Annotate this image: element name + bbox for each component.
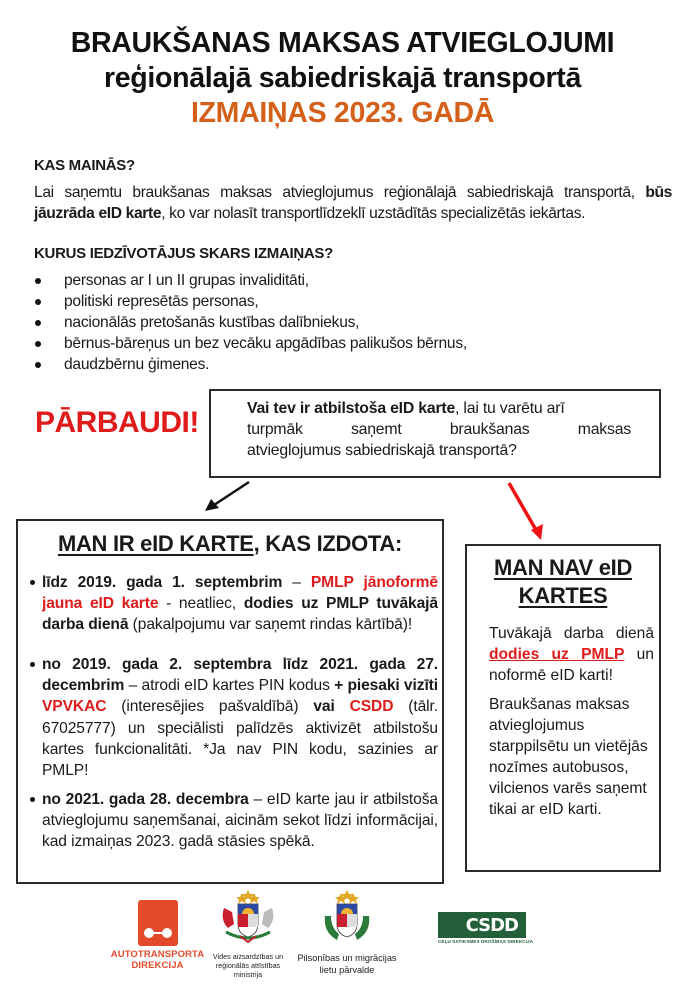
list-item-text: bērnus-bāreņus un bez vecāku apgādības palikušos bērnus, bbox=[64, 335, 467, 352]
bullet-icon bbox=[30, 797, 35, 802]
go-to-pmlp-link[interactable]: dodies uz PMLP bbox=[489, 646, 625, 663]
intro-text-end: , ko var nolasīt transportlīdzeklī uzstādītās specializētās iekārtas. bbox=[161, 205, 586, 222]
have-card-item bbox=[28, 789, 438, 853]
no-card-title bbox=[467, 554, 659, 610]
csdd-mark-text: CSDD bbox=[465, 915, 518, 936]
varam-name-3: ministrija bbox=[233, 970, 263, 979]
list-item-text: nacionālās pretošanās kustības dalībniekus, bbox=[64, 314, 360, 331]
question-text bbox=[247, 398, 631, 461]
have-card-title-rest: , KAS IZDOTA: bbox=[253, 531, 403, 556]
no-card-text: un noformē eID karti! bbox=[489, 646, 654, 684]
bullet-icon bbox=[35, 278, 41, 284]
list-item bbox=[34, 291, 467, 312]
no-card-title-line-2: KARTES bbox=[518, 583, 608, 608]
item-highlight: PMLP jānoformē jauna eID karte bbox=[42, 574, 438, 613]
item-text: (pakalpojumu var saņemt rindas kārtībā)! bbox=[128, 616, 413, 634]
have-card-item bbox=[28, 654, 438, 781]
logos-footer bbox=[0, 890, 685, 990]
pmlp-name-1: Pilsonības un migrācijas bbox=[297, 953, 397, 963]
item-bold: dodies uz PMLP tuvākajā darba dienā bbox=[42, 595, 438, 634]
bullet-icon bbox=[35, 362, 41, 368]
have-card-item bbox=[28, 572, 438, 636]
title-line-2: reģionālajā sabiedriskajā transportā bbox=[103, 62, 582, 94]
item-bold: + piesaki vizīti bbox=[334, 677, 438, 695]
item-text: - neatliec, bbox=[158, 595, 244, 613]
item-date: no 2021. gada 28. decembra bbox=[42, 791, 249, 808]
title-line-3: IZMAIŅAS 2023. GADĀ bbox=[190, 97, 495, 129]
question-line-2: turpmāk saņemt braukšanas maksas bbox=[247, 421, 631, 438]
list-item bbox=[34, 354, 467, 375]
list-item bbox=[34, 312, 467, 333]
have-card-title-underlined: MAN IR eID KARTE bbox=[57, 531, 254, 556]
bullet-icon bbox=[35, 299, 41, 305]
question-bold: Vai tev ir atbilstoša eID karte bbox=[247, 400, 456, 417]
list-item-text: politiski represētās personas, bbox=[64, 293, 259, 310]
question-rest: , lai tu varētu arī bbox=[455, 400, 565, 417]
arrow-right-icon bbox=[509, 483, 543, 540]
csdd-logo bbox=[438, 912, 534, 944]
no-card-text: Tuvākajā darba dienā bbox=[489, 625, 654, 642]
intro-text-start: Lai saņemtu braukšanas maksas atvieglojumus reģionālajā sabiedriskajā transportā, bbox=[34, 184, 646, 201]
coat-of-arms-small-icon bbox=[319, 890, 375, 946]
list-item bbox=[34, 270, 467, 291]
list-item bbox=[34, 333, 467, 354]
item-date: līdz 2019. gada 1. septembrim bbox=[42, 574, 283, 591]
no-card-note: Braukšanas maksas atvieglojumus starppilsētu un vietējās nozīmes autobusos, vilcienos varēs saņemt tikai ar eID karti. bbox=[489, 696, 648, 818]
item-highlight-vpvkac: VPVKAC bbox=[42, 698, 107, 716]
bullet-icon bbox=[30, 580, 35, 585]
what-changes-heading: KAS MAINĀS? bbox=[34, 157, 135, 174]
title-line-1: BRAUKŠANAS MAKSAS ATVIEGLOJUMI bbox=[70, 27, 615, 59]
item-text: (interesējies pašvaldībā) bbox=[106, 698, 314, 716]
what-changes-text bbox=[34, 182, 672, 224]
no-card-title-line-1: MAN NAV eID bbox=[493, 555, 633, 580]
question-line-3: atvieglojumus sabiedriskajā transportā? bbox=[247, 442, 517, 459]
affected-list bbox=[34, 270, 467, 375]
no-card-box bbox=[465, 544, 661, 872]
item-text: (tālr. 67025777) un speciālisti palīdzēs aktivizēt atbilstošu kartes funkcionalitāti. *Ja nav PIN kodu, sazinies ar PMLP! bbox=[42, 698, 438, 780]
atd-logo bbox=[110, 900, 205, 971]
arrow-left-icon bbox=[205, 482, 249, 511]
list-item-text: daudzbērnu ģimenes. bbox=[64, 356, 210, 373]
have-card-title bbox=[18, 531, 442, 557]
bus-icon bbox=[138, 900, 178, 946]
varam-name-2: reģionālās attīstības bbox=[215, 961, 281, 970]
varam-name-1: Vides aizsardzības un bbox=[212, 952, 284, 961]
item-highlight-csdd: CSDD bbox=[349, 698, 394, 716]
have-card-box bbox=[16, 519, 444, 884]
item-bold: vai bbox=[313, 698, 350, 716]
atd-name-1: AUTOTRANSPORTA bbox=[110, 949, 205, 960]
check-label: PĀRBAUDI! bbox=[35, 406, 199, 439]
csdd-subtitle: CEĻU SATIKSMES DROŠĪBAS DIREKCIJA bbox=[438, 939, 534, 944]
item-dash: – bbox=[282, 574, 311, 591]
coat-of-arms-large-icon bbox=[216, 890, 280, 946]
atd-name-2: DIREKCIJA bbox=[131, 960, 184, 971]
varam-logo bbox=[208, 890, 288, 979]
item-date: no 2019. gada 2. septembra līdz 2021. gada 27. decembrim bbox=[42, 656, 438, 695]
intro-text-bold: būs jāuzrāda eID karte bbox=[34, 184, 672, 222]
question-box bbox=[209, 389, 661, 478]
bullet-icon bbox=[35, 320, 41, 326]
item-text: – eID karte jau ir atbilstoša atvieglojumu saņemšanai, aicinām sekot līdzi informācijai, kad izmaiņas 2023. gadā stāsies spēkā. bbox=[42, 791, 438, 851]
pmlp-logo bbox=[297, 890, 397, 976]
no-card-instruction bbox=[489, 623, 654, 686]
list-item-text: personas ar I un II grupas invaliditāti, bbox=[64, 272, 309, 289]
pmlp-name-2: lietu pārvalde bbox=[319, 964, 375, 975]
affected-heading: KURUS IEDZĪVOTĀJUS SKARS IZMAIŅAS? bbox=[34, 245, 333, 262]
item-text: – atrodi eID kartes PIN kodus bbox=[124, 677, 335, 695]
bullet-icon bbox=[30, 662, 35, 667]
csdd-mark bbox=[438, 912, 526, 938]
bullet-icon bbox=[35, 341, 41, 347]
